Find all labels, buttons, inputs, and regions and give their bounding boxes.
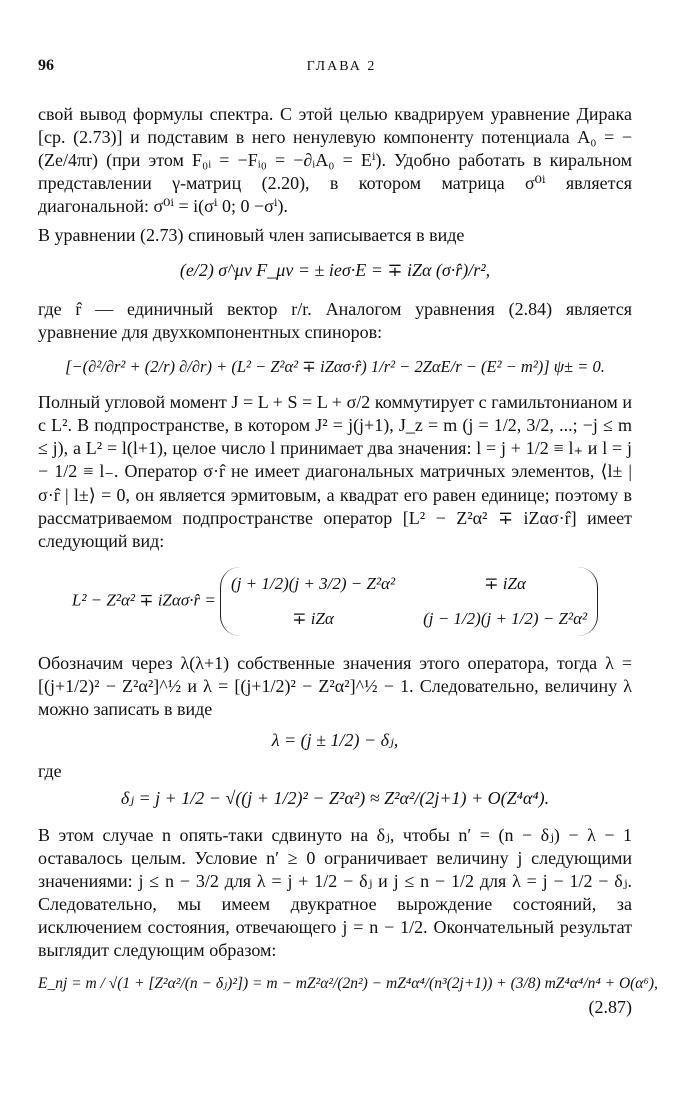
page-number: 96 [38,57,54,74]
chapter-title: ГЛАВА 2 [306,59,377,74]
matrix-cell: ∓ iZα [484,573,526,593]
matrix [220,567,598,637]
equation: λ = (j ± 1/2) − δⱼ, [271,730,399,751]
paragraph: Обозначим через λ(λ+1) собственные значения этого оператора, тогда λ = [(j+1/2)² − Z²α²]^½ и λ = [(j+1/2)² − Z²α²]^½ − 1. Следовательно, величину λ можно записать в виде [38,653,632,720]
running-header [38,56,645,80]
equation: E_nj = m / √(1 + [Z²α²/(n − δⱼ)²]) = m − mZ²α²/(2n²) − mZ⁴α⁴/(n³(2j+1)) + (3/8) mZ⁴α⁴/n⁴ + O(α⁶), [38,975,658,993]
paragraph: Полный угловой момент J = L + S = L + σ/2 коммутирует с гамильтонианом и с L². В подпространстве, в котором J² = j(j+1), J_z = m (j = 1/2, 3/2, ...; −j ≤ m ≤ j), а L² = l(l+1), целое число l принимает два значения: l = j + 1/2 ≡ l₊ и l = j − 1/2 ≡ l₋. Оператор σ·r̂ не имеет диагональных матричных элементов, ⟨l± | σ·r̂ | l±⟩ = 0, он является эрмитовым, а квадрат его равен единице; поэтому в рассматриваемом подпространстве оператор [L² − Z²α² ∓ iZασ·r̂] имеет следующий вид: [38,392,632,551]
matrix-equation [38,567,632,637]
paragraph: В уравнении (2.73) спиновый член записывается в виде [38,225,465,246]
matrix-cell: ∓ iZα [292,609,334,629]
equation: δⱼ = j + 1/2 − √((j + 1/2)² − Z²α²) ≈ Z²α²/(2j+1) + O(Z⁴α⁴). [120,788,550,809]
paragraph: В этом случае n опять-таки сдвинуто на δⱼ, чтобы n′ = (n − δⱼ) − λ − 1 оставалось целым. Условие n′ ≥ 0 ограничивает величину j следующими значениями: j ≤ n − 3/2 для λ = j + 1/2 − δⱼ и j ≤ n − 1/2 для λ = j − 1/2 − δⱼ. Следовательно, мы имеем двукратное вырождение состояний, за исключением состояния, отвечающего j = n − 1/2. Окончательный результат выглядит следующим образом: [38,825,632,961]
matrix-equation-lhs: L² − Z²α² ∓ iZασ·r̂ = [71,590,216,610]
page-body [38,103,658,1019]
matrix-cell: (j − 1/2)(j + 1/2) − Z²α² [423,609,588,629]
paragraph: где [38,761,62,782]
equation: [−(∂²/∂r² + (2/r) ∂/∂r) + (L² − Z²α² ∓ iZασ·r̂) 1/r² − 2ZαE/r − (E² − m²)] ψ± = 0. [65,357,605,377]
paragraph: свой вывод формулы спектра. С этой целью квадрируем уравнение Дирака [ср. (2.73)] и подставим в него ненулевую компоненту потенциала A₀ = −(Ze/4πr) (при этом F₀ᵢ = −Fᵢ₀ = −∂ᵢA₀ = Eⁱ). Удобно работать в киральном представлении γ-матриц (2.20), в котором матрица σ⁰ⁱ является диагональной: σ⁰ⁱ = i(σⁱ 0; 0 −σⁱ). [38,104,632,217]
equation: (e/2) σ^μν F_μν = ± ieσ·E = ∓ iZα (σ·r̂)/r², [179,260,491,281]
matrix-cell: (j + 1/2)(j + 3/2) − Z²α² [231,573,396,593]
paragraph: где r̂ — единичный вектор r/r. Аналогом уравнения (2.84) является уравнение для двухкомпонентных спиноров: [38,299,632,343]
equation-number: (2.87) [588,997,632,1018]
